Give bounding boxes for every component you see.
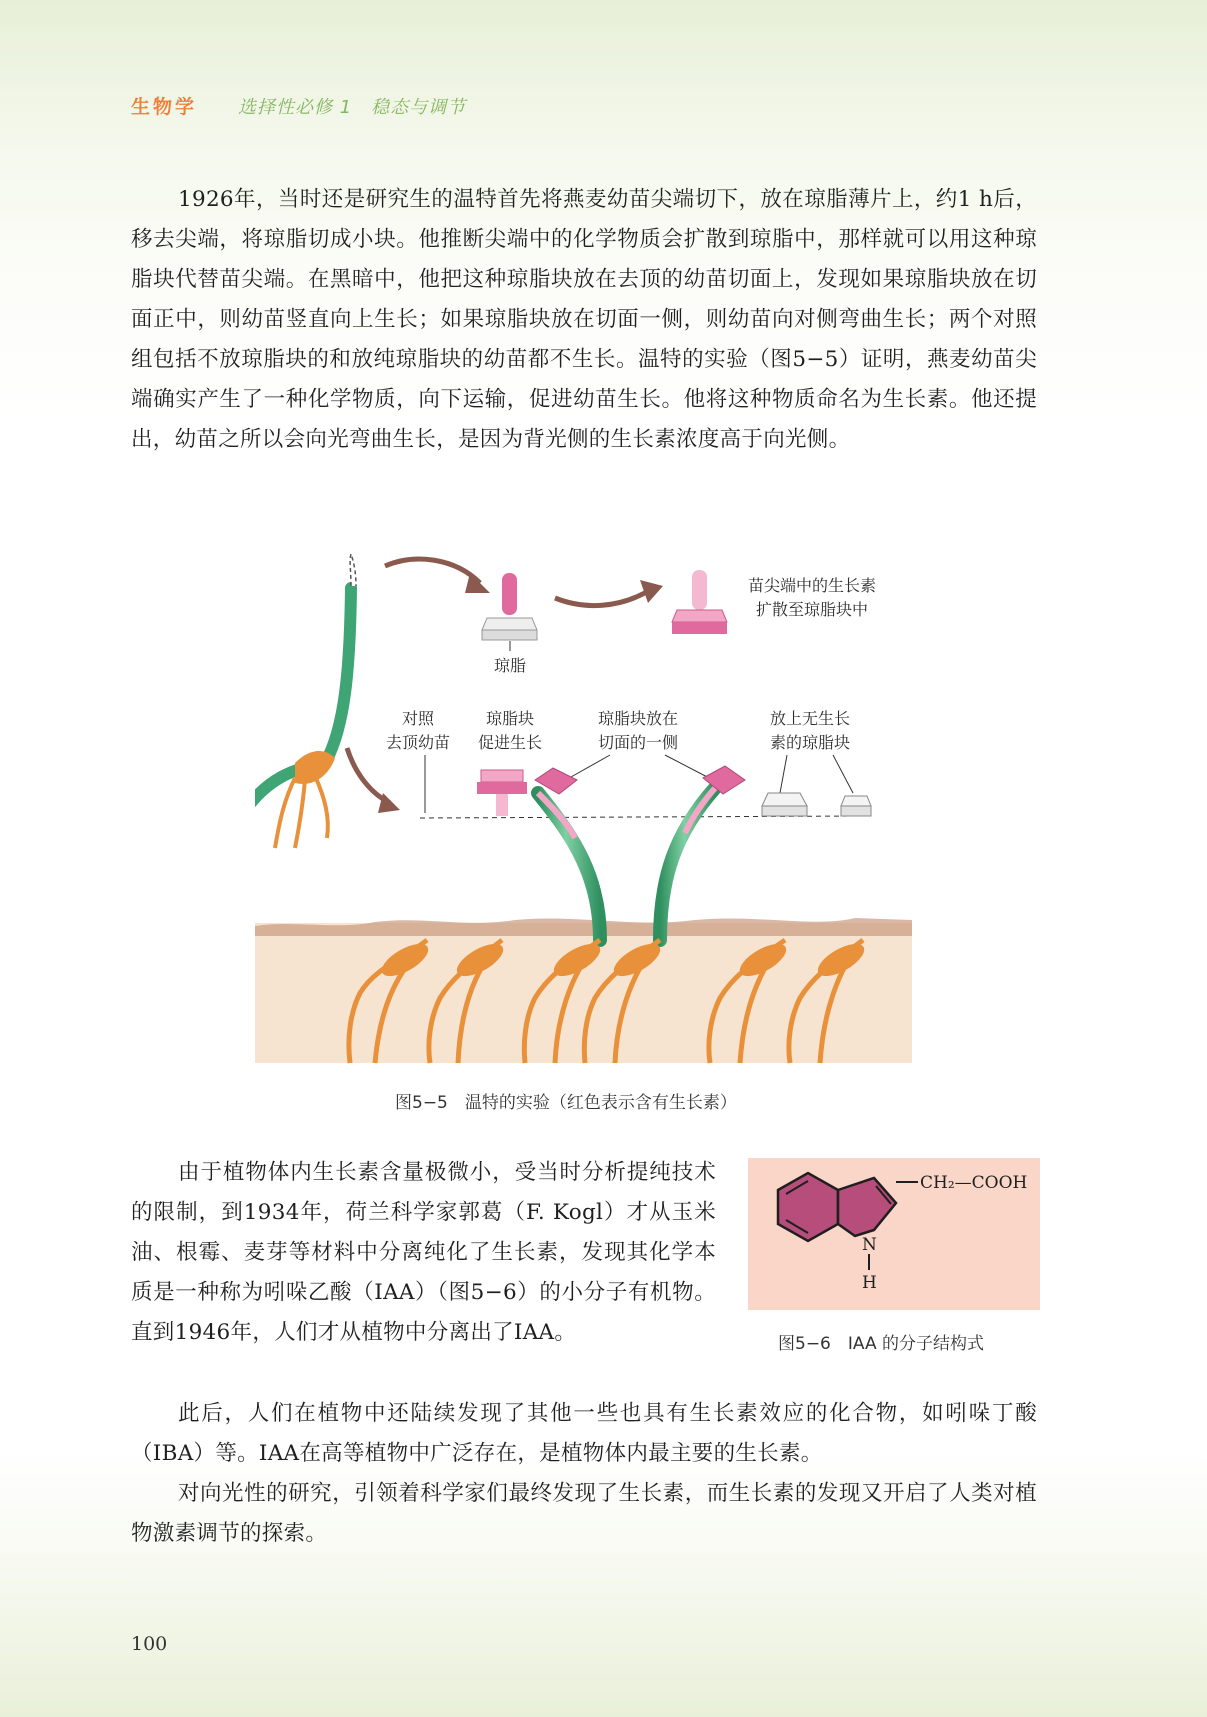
seedling-bend-right [538,793,600,940]
auxin-streak-right [538,793,575,838]
diffuse-label-2: 扩散至琼脂块中 [755,600,869,619]
paragraph-conclusion: 对向光性的研究，引领着科学家们最终发现了生长素，而生长素的发现又开启了人类对植物激素调节的探索。 [131,1481,1037,1546]
figure-5-5-caption: 图5−5 温特的实验（红色表示含有生长素） [395,1093,737,1113]
agar-with-auxin [672,570,727,634]
agar-with-tip [482,573,537,640]
paragraph-iaa-isolation: 由于植物体内生长素含量极微小，受当时分析提纯技术的限制，到1934年，荷兰科学家郭葛（F. Kogl）才从玉米油、根霉、麦芽等材料中分离纯化了生长素，发现其化学本质是一种称为吲哚乙酸（IAA）（图5−6）的小分子有机物。直到1946年，人们才从植物中分离出了IAA。 [131,1160,716,1345]
side-label-1: 琼脂块放在 [597,709,679,728]
iaa-structure-box [748,1158,1040,1310]
iaa-structure-diagram [748,1158,1040,1310]
seedling-bend-left [660,788,715,940]
arrow-to-diffused [555,590,650,606]
side-label-2: 切面的一侧 [597,733,679,752]
arrow-to-agar [385,559,480,583]
header-course-title: 选择性必修 1 稳态与调节 [238,97,467,118]
paragraph-other-auxins: 此后，人们在植物中还陆续发现了其他一些也具有生长素效应的化合物，如吲哚丁酸（IBA）等。IAA在高等植物中广泛存在，是植物体内最主要的生长素。 [131,1401,1037,1466]
plain-label-2: 素的琼脂块 [769,733,851,752]
cut-seedling [255,554,356,848]
plain-leader-left [780,755,787,793]
pyrrole-ring [838,1178,896,1236]
agar-block-center [477,770,527,816]
header-subject: 生物学 [131,96,198,118]
diffuse-label-1: 苗尖端中的生长素 [747,576,877,595]
benzene-ring [778,1173,838,1241]
agar-label: 琼脂 [493,656,527,675]
went-experiment-figure [255,548,915,1068]
promote-label-1: 琼脂块 [485,709,535,728]
plain-agar-block-2 [841,796,871,816]
page-number: 100 [131,1633,168,1655]
hydrogen-atom: H [862,1273,877,1293]
promote-label-2: 促进生长 [477,733,543,752]
plain-leader-right [833,755,853,793]
paragraph-went-experiment: 1926年，当时还是研究生的温特首先将燕麦幼苗尖端切下，放在琼脂薄片上，约1 h后，移去尖端，将琼脂切成小块。他推断尖端中的化学物质会扩散到琼脂中，那样就可以用这种琼脂块代替苗尖端。在黑暗中，他把这种琼脂块放在去顶的幼苗切面上，发现如果琼脂块放在切面正中，则幼苗竖直向上生长；如果琼脂块放在切面一侧，则幼苗向对侧弯曲生长；两个对照组包括不放琼脂块的和放纯琼脂块的幼苗都不生长。温特的实验（图5−5）证明，燕麦幼苗尖端确实产生了一种化学物质，向下运输，促进幼苗生长。他将这种物质命名为生长素。他还提出，幼苗之所以会向光弯曲生长，是因为背光侧的生长素浓度高于向光侧。 [131,187,1037,452]
plain-agar-block-1 [762,793,807,816]
side-chain-text: CH₂—COOH [920,1173,1028,1193]
figure-5-6-caption: 图5−6 IAA 的分子结构式 [778,1334,985,1354]
soil-surface [255,918,912,936]
control-label-1: 对照 [401,709,435,728]
control-label-2: 去顶幼苗 [385,733,451,752]
nitrogen-atom: N [862,1235,877,1255]
plain-label-1: 放上无生长 [769,709,851,728]
